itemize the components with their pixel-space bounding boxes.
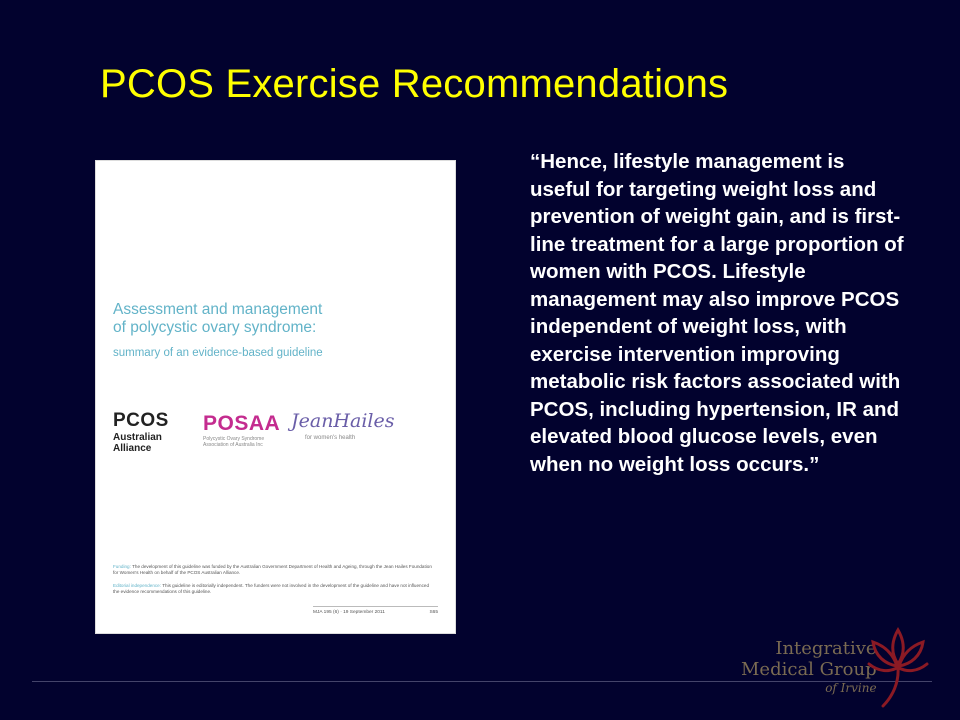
editorial-note: Editorial independence: This guideline is editorially independent. The funders were not involved in the development of the guideline and have not influenced the evidence recommendations of this guideline. bbox=[113, 583, 430, 594]
document-title: Assessment and management of polycystic ovary syndrome: bbox=[113, 301, 323, 336]
guideline-quote: “Hence, lifestyle management is useful for targeting weight loss and prevention of weight gain, and is first-line treatment for a large proportion of women with PCOS. Lifestyle management may also improve PCOS independent of weight loss, with exercise intervention improving metabolic risk factors associated with PCOS, including hypertension, IR and elevated blood glucose levels, even when no weight loss occurs.” bbox=[530, 150, 904, 476]
pcos-alliance-logo: PCOS Australian Alliance bbox=[113, 410, 169, 454]
funding-note: Funding: The development of this guideline was funded by the Australian Government Department of Health and Ageing, through the Jean Hailes Foundation for Women's Health on behalf of the PCOS Australian Alliance. bbox=[113, 564, 432, 575]
footer-citation: MJA 195 (6) · 19 September 2011 bbox=[313, 610, 385, 615]
document-footer bbox=[313, 606, 438, 615]
guideline-document-cover bbox=[95, 160, 456, 634]
brand-wordmark: Integrative Medical Group of Irvine bbox=[741, 638, 877, 695]
jean-hailes-logo: JeanHailes for women's health bbox=[291, 410, 395, 441]
integrative-medical-group-logo bbox=[735, 620, 950, 720]
footer-page: S65 bbox=[429, 610, 438, 615]
document-subtitle: summary of an evidence-based guideline bbox=[113, 347, 323, 359]
slide-title: PCOS Exercise Recommendations bbox=[100, 62, 729, 106]
lotus-flower-icon bbox=[853, 620, 943, 710]
posaa-logo: POSAA Polycystic Ovary Syndrome Association of Australia Inc bbox=[203, 412, 281, 448]
